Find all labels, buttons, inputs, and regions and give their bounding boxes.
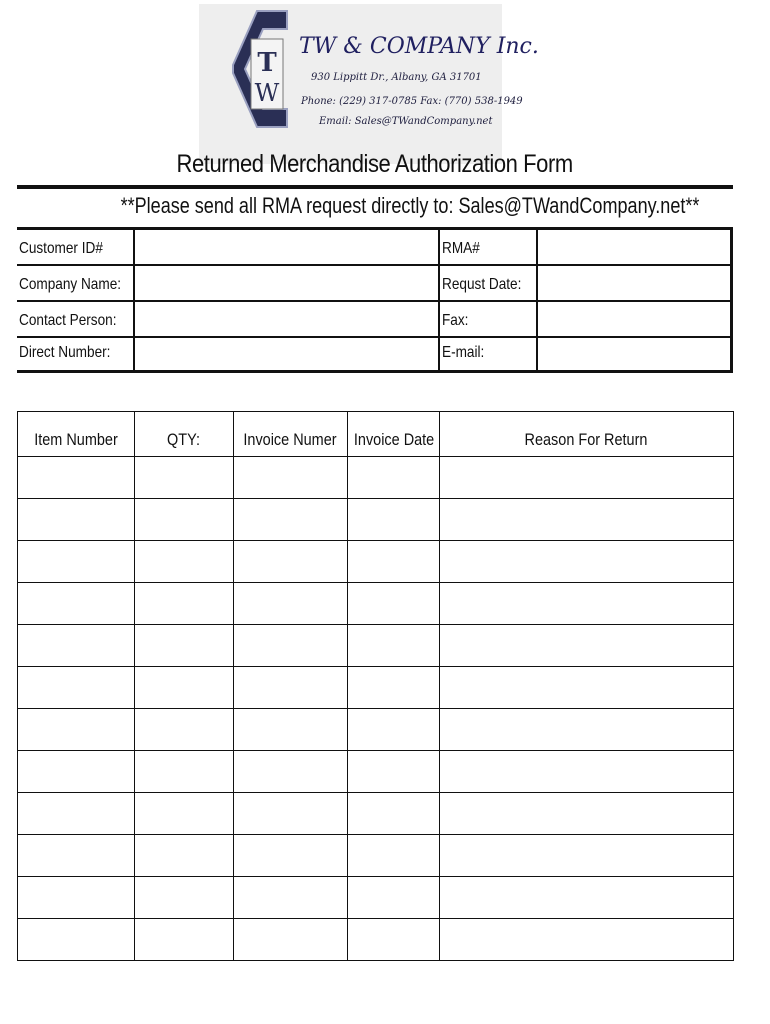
rma-number-label: RMA# bbox=[442, 240, 480, 257]
item-number-cell[interactable] bbox=[19, 751, 134, 792]
reason-cell[interactable] bbox=[440, 499, 733, 540]
reason-cell[interactable] bbox=[440, 751, 733, 792]
header-invoice-date: Invoice Date bbox=[353, 430, 435, 449]
info-divider bbox=[536, 230, 538, 370]
title-divider bbox=[17, 185, 733, 189]
reason-cell[interactable] bbox=[440, 457, 733, 498]
invoice-date-cell[interactable] bbox=[348, 835, 439, 876]
reason-cell[interactable] bbox=[440, 919, 733, 960]
company-name-field[interactable] bbox=[135, 266, 437, 302]
qty-cell[interactable] bbox=[135, 667, 233, 708]
invoice-number-cell[interactable] bbox=[234, 709, 347, 750]
qty-cell[interactable] bbox=[135, 793, 233, 834]
header-qty: QTY: bbox=[167, 430, 200, 449]
invoice-date-cell[interactable] bbox=[348, 667, 439, 708]
item-number-cell[interactable] bbox=[19, 709, 134, 750]
invoice-date-cell[interactable] bbox=[348, 793, 439, 834]
invoice-number-cell[interactable] bbox=[234, 751, 347, 792]
header-item-number: Item Number bbox=[34, 430, 118, 449]
reason-cell[interactable] bbox=[440, 877, 733, 918]
qty-cell[interactable] bbox=[135, 709, 233, 750]
email-label: E-mail: bbox=[442, 344, 485, 361]
invoice-number-cell[interactable] bbox=[234, 625, 347, 666]
contact-person-field[interactable] bbox=[135, 302, 437, 338]
header-invoice-number: Invoice Numer bbox=[243, 430, 337, 449]
invoice-number-cell[interactable] bbox=[234, 877, 347, 918]
contact-person-label: Contact Person: bbox=[19, 312, 117, 329]
qty-cell[interactable] bbox=[135, 835, 233, 876]
company-logo-block bbox=[199, 4, 539, 164]
item-number-cell[interactable] bbox=[19, 919, 134, 960]
invoice-number-cell[interactable] bbox=[234, 667, 347, 708]
invoice-date-cell[interactable] bbox=[348, 541, 439, 582]
reason-cell[interactable] bbox=[440, 793, 733, 834]
item-number-cell[interactable] bbox=[19, 457, 134, 498]
company-name: TW & COMPANY Inc. bbox=[299, 34, 539, 59]
invoice-date-cell[interactable] bbox=[348, 877, 439, 918]
reason-cell[interactable] bbox=[440, 625, 733, 666]
company-address: 930 Lippitt Dr., Albany, GA 31701 bbox=[311, 72, 482, 83]
company-name-label: Company Name: bbox=[19, 276, 122, 293]
invoice-date-cell[interactable] bbox=[348, 499, 439, 540]
invoice-number-cell[interactable] bbox=[234, 835, 347, 876]
reason-cell[interactable] bbox=[440, 583, 733, 624]
qty-cell[interactable] bbox=[135, 499, 233, 540]
invoice-date-cell[interactable] bbox=[348, 625, 439, 666]
return-items-table bbox=[17, 411, 734, 961]
qty-cell[interactable] bbox=[135, 751, 233, 792]
qty-cell[interactable] bbox=[135, 583, 233, 624]
item-number-cell[interactable] bbox=[19, 625, 134, 666]
invoice-number-cell[interactable] bbox=[234, 457, 347, 498]
qty-cell[interactable] bbox=[135, 877, 233, 918]
info-divider bbox=[438, 230, 440, 370]
invoice-number-cell[interactable] bbox=[234, 583, 347, 624]
item-number-cell[interactable] bbox=[19, 835, 134, 876]
invoice-date-cell[interactable] bbox=[348, 457, 439, 498]
invoice-date-cell[interactable] bbox=[348, 919, 439, 960]
reason-cell[interactable] bbox=[440, 835, 733, 876]
item-number-cell[interactable] bbox=[19, 583, 134, 624]
customer-id-label: Customer ID# bbox=[19, 240, 103, 257]
company-logo-icon bbox=[229, 9, 289, 129]
fax-label: Fax: bbox=[442, 312, 469, 329]
item-number-cell[interactable] bbox=[19, 667, 134, 708]
reason-cell[interactable] bbox=[440, 541, 733, 582]
email-field[interactable] bbox=[538, 338, 730, 370]
item-number-cell[interactable] bbox=[19, 541, 134, 582]
qty-cell[interactable] bbox=[135, 457, 233, 498]
info-divider bbox=[133, 230, 135, 370]
rma-notice: **Please send all RMA request directly to: Sales@TWandCompany.net** bbox=[120, 193, 700, 218]
customer-id-field[interactable] bbox=[135, 230, 437, 266]
invoice-date-cell[interactable] bbox=[348, 583, 439, 624]
qty-cell[interactable] bbox=[135, 541, 233, 582]
invoice-date-cell[interactable] bbox=[348, 709, 439, 750]
customer-info-table bbox=[17, 227, 733, 373]
reason-cell[interactable] bbox=[440, 709, 733, 750]
svg-text:T: T bbox=[257, 48, 277, 78]
invoice-number-cell[interactable] bbox=[234, 793, 347, 834]
svg-text:W: W bbox=[254, 79, 280, 107]
item-number-cell[interactable] bbox=[19, 793, 134, 834]
item-number-cell[interactable] bbox=[19, 499, 134, 540]
invoice-number-cell[interactable] bbox=[234, 919, 347, 960]
company-email: Email: Sales@TWandCompany.net bbox=[319, 116, 493, 127]
form-title: Returned Merchandise Authorization Form bbox=[176, 150, 573, 178]
rma-number-field[interactable] bbox=[538, 230, 730, 266]
invoice-date-cell[interactable] bbox=[348, 751, 439, 792]
reason-cell[interactable] bbox=[440, 667, 733, 708]
qty-cell[interactable] bbox=[135, 625, 233, 666]
qty-cell[interactable] bbox=[135, 919, 233, 960]
request-date-label: Requst Date: bbox=[442, 276, 522, 293]
fax-field[interactable] bbox=[538, 302, 730, 338]
request-date-field[interactable] bbox=[538, 266, 730, 302]
item-number-cell[interactable] bbox=[19, 877, 134, 918]
company-phone-fax: Phone: (229) 317-0785 Fax: (770) 538-1949 bbox=[301, 96, 523, 107]
direct-number-label: Direct Number: bbox=[19, 344, 111, 361]
invoice-number-cell[interactable] bbox=[234, 541, 347, 582]
invoice-number-cell[interactable] bbox=[234, 499, 347, 540]
direct-number-field[interactable] bbox=[135, 338, 437, 370]
header-reason-for-return: Reason For Return bbox=[524, 430, 648, 449]
